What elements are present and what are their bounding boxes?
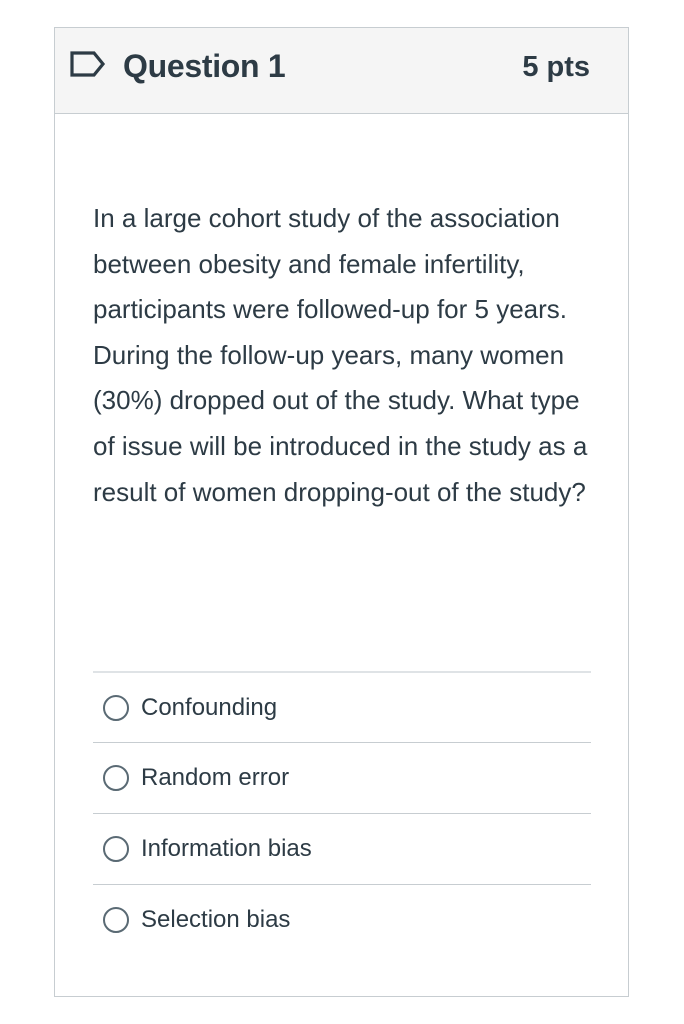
- question-card: [54, 27, 629, 997]
- question-text: In a large cohort study of the association between obesity and female infertility, participants were followed-up for 5 years. During the follow-up years, many women (30%) dropped out of the study. What type of issue will be introduced in the study as a result of women dropping-out of the study?: [93, 203, 588, 507]
- question-points: 5 pts: [522, 51, 590, 83]
- answer-label: Information bias: [141, 835, 312, 862]
- radio-button[interactable]: [103, 907, 129, 933]
- question-header: [55, 28, 628, 114]
- answer-label: Random error: [141, 764, 290, 791]
- answer-label: Confounding: [141, 693, 278, 721]
- answer-option-information-bias[interactable]: [93, 813, 591, 884]
- answer-option-confounding[interactable]: [93, 671, 591, 742]
- answer-option-random-error[interactable]: [93, 742, 591, 813]
- radio-button[interactable]: [103, 836, 129, 862]
- answer-list: [93, 671, 591, 955]
- answer-label: Selection bias: [141, 906, 291, 933]
- radio-button[interactable]: [103, 765, 129, 791]
- answer-option-selection-bias[interactable]: [93, 884, 591, 955]
- question-title: Question 1: [123, 48, 286, 84]
- flag-question-icon[interactable]: [69, 50, 107, 78]
- radio-button[interactable]: [103, 695, 129, 721]
